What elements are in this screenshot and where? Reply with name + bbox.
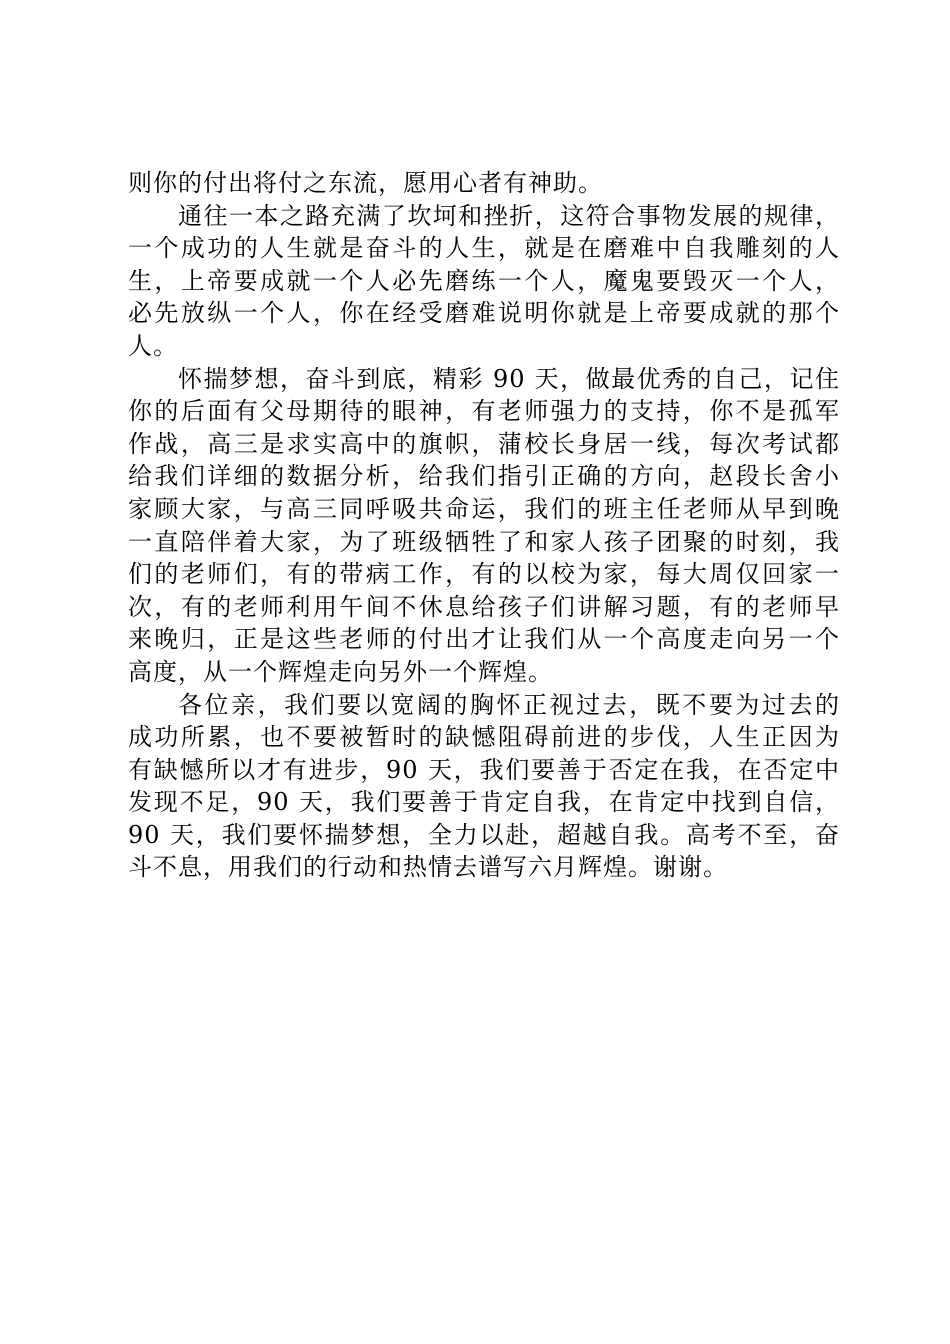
text-line: 一个成功的人生就是奋斗的人生，就是在磨难中自我雕刻的人 [128,234,840,263]
text-line: 有缺憾所以才有进步，90 天，我们要善于否定在我，在否定中 [128,755,840,784]
text-line: 人。 [128,331,178,360]
text-line: 斗不息，用我们的行动和热情去谱写六月辉煌。谢谢。 [128,853,728,882]
text-line: 作战，高三是求实高中的旗帜，蒲校长身居一线，每次考试都 [128,429,840,458]
text-line: 家顾大家，与高三同呼吸共命运，我们的班主任老师从早到晚 [128,494,840,523]
text-line: 则你的付出将付之东流，愿用心者有神助。 [128,169,603,197]
text-line: 给我们详细的数据分析，给我们指引正确的方向，赵段长舍小 [128,462,840,491]
text-line: 90 天，我们要怀揣梦想，全力以赴，超越自我。高考不至，奋 [128,820,840,849]
text-line: 生，上帝要成就一个人必先磨练一个人，魔鬼要毁灭一个人， [128,266,840,295]
text-line: 们的老师们，有的带病工作，有的以校为家，每大周仅回家一 [128,560,840,589]
text-line: 一直陪伴着大家，为了班级牺牲了和家人孩子团聚的时刻，我 [128,527,840,556]
text-line: 怀揣梦想，奋斗到底，精彩 90 天，做最优秀的自己，记住 [178,364,840,393]
text-line: 高度，从一个辉煌走向另外一个辉煌。 [128,657,553,686]
text-line: 各位亲，我们要以宽阔的胸怀正视过去，既不要为过去的 [178,690,840,719]
text-line: 成功所累，也不要被暂时的缺憾阻碍前进的步伐，人生正因为 [128,723,840,752]
text-line: 来晚归，正是这些老师的付出才让我们从一个高度走向另一个 [128,625,840,654]
document-body [128,167,840,884]
text-line: 必先放纵一个人，你在经受磨难说明你就是上帝要成就的那个 [128,299,840,328]
text-line: 发现不足，90 天，我们要善于肯定自我，在肯定中找到自信， [128,788,840,817]
text-line: 你的后面有父母期待的眼神，有老师强力的支持，你不是孤军 [128,397,840,426]
text-line: 通往一本之路充满了坎坷和挫折，这符合事物发展的规律， [178,201,840,230]
text-line: 次，有的老师利用午间不休息给孩子们讲解习题，有的老师早 [128,592,840,621]
